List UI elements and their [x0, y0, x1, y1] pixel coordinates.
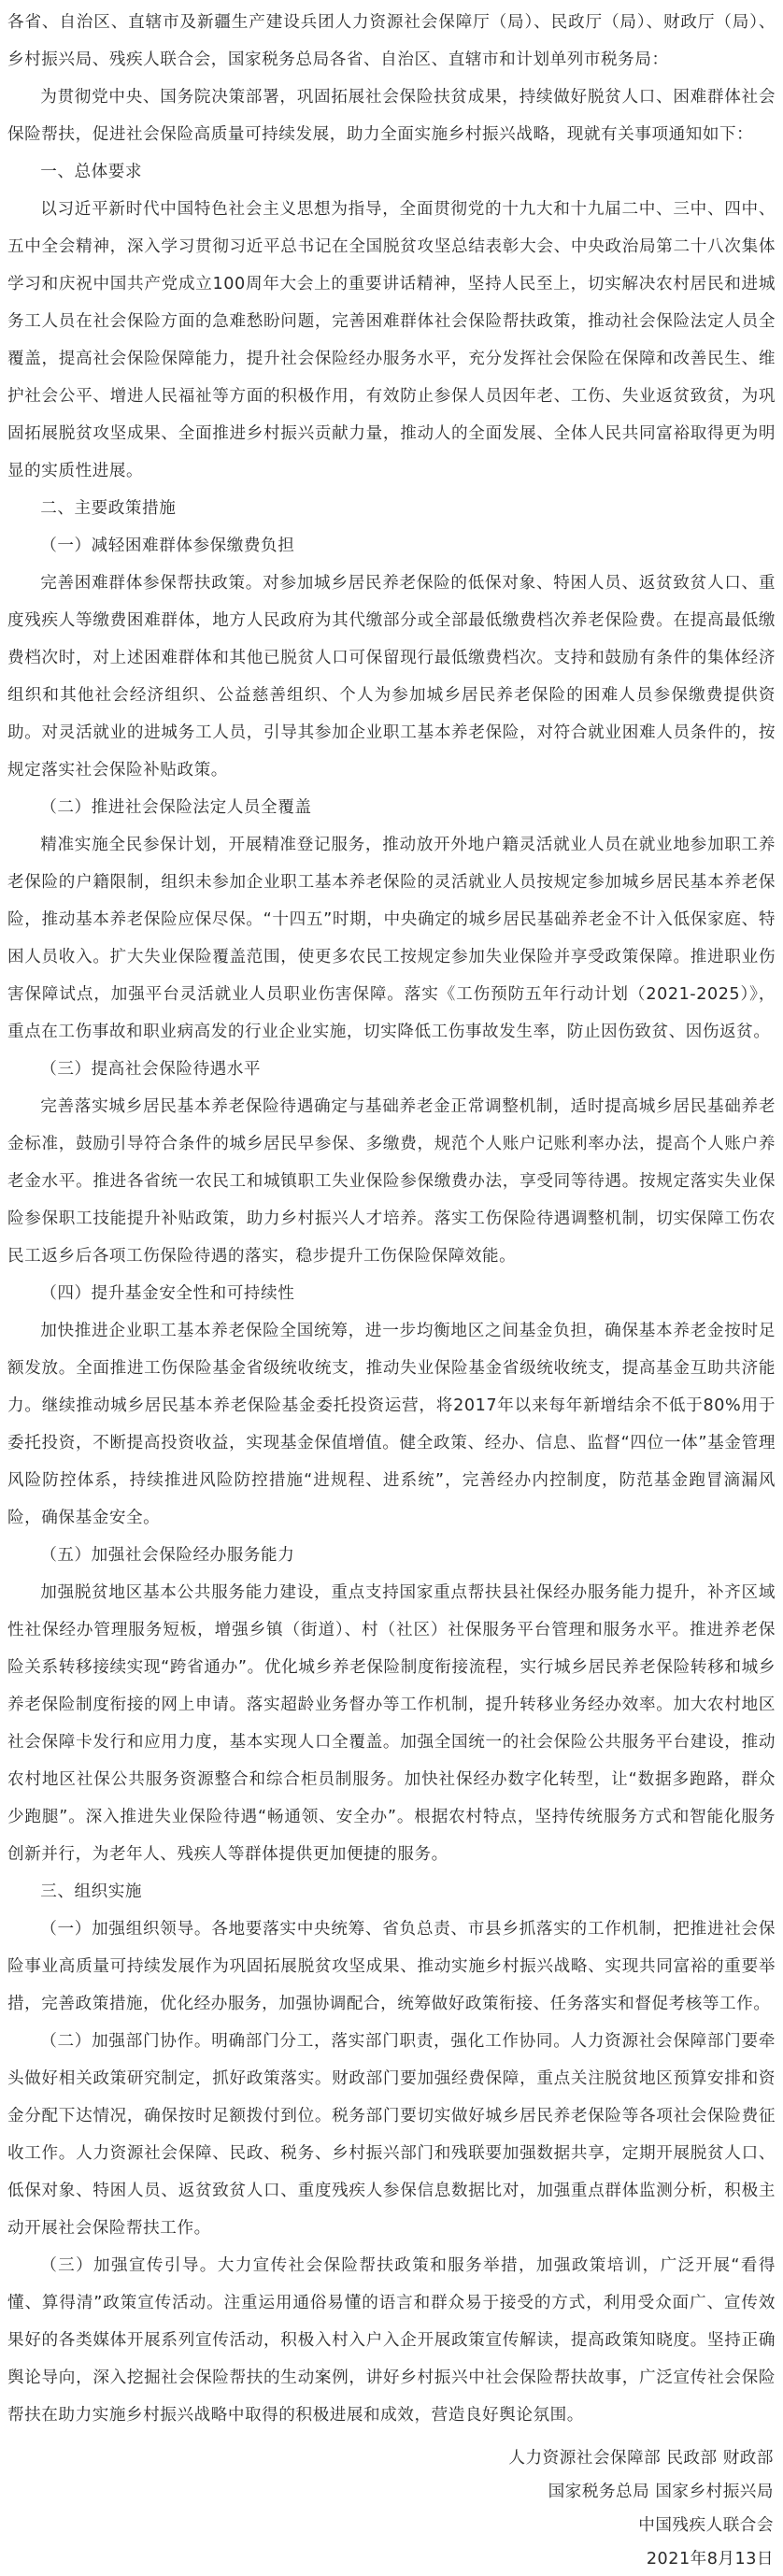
subsection-paragraph: 完善落实城乡居民基本养老保险待遇确定与基础养老金正常调整机制，适时提高城乡居民基础养老金标准，鼓励引导符合条件的城乡居民早参保、多缴费，规范个人账户记账利率办法，提高个人账户养老金水平。推进各省统一农民工和城镇职工失业保险参保缴费办法，享受同等待遇。按规定落实失业保险参保职工技能提升补贴政策，助力乡村振兴人才培养。落实工伤保险待遇调整机制，切实保障工伤农民工返乡后各项工伤保险待遇的落实，稳步提升工伤保险保障效能。 [7, 1097, 776, 1266]
subsection-paragraph: 加强脱贫地区基本公共服务能力建设，重点支持国家重点帮扶县社保经办服务能力提升，补齐区域性社保经办管理服务短板，增强乡镇（街道）、村（社区）社保服务平台管理和服务水平。推进养老保险关系转移接续实现“跨省通办”。优化城乡养老保险制度衔接流程，实行城乡居民养老保险转移和城乡养老保险制度衔接的网上申请。落实超龄业务督办等工作机制，提升转移业务经办效率。加大农村地区社会保障卡发行和应用力度，基本实现人口全覆盖。加强全国统一的社会保险公共服务平台建设，推动农村地区社保公共服务资源整合和综合柜员制服务。加快社保经办数字化转型，让“数据多跑路，群众少跑腿”。深入推进失业保险待遇“畅通领、安全办”。根据农村特点，坚持传统服务方式和智能化服务创新并行，为老年人、残疾人等群体提供更加便捷的服务。 [7, 1583, 776, 1864]
subsection-paragraph: 完善困难群体参保帮扶政策。对参加城乡居民养老保险的低保对象、特困人员、返贫致贫人口、重度残疾人等缴费困难群体，地方人民政府为其代缴部分或全部最低缴费档次养老保险费。在提高最低缴费档次时，对上述困难群体和其他已脱贫人口可保留现行最低缴费档次。支持和鼓励有条件的集体经济组织和其他社会经济组织、公益慈善组织、个人为参加城乡居民养老保险的困难人员参保缴费提供资助。对灵活就业的进城务工人员，引导其参加企业职工基本养老保险，对符合就业困难人员条件的，按规定落实社会保险补贴政策。 [7, 574, 776, 780]
recipients: 各省、自治区、直辖市及新疆生产建设兵团人力资源社会保障厅（局）、民政厅（局）、财政厅（局）、乡村振兴局、残疾人联合会，国家税务总局各省、自治区、直辖市和计划单列市税务局： [7, 13, 776, 69]
section-heading: 一、总体要求 [40, 163, 143, 181]
signature-block [7, 2441, 776, 2576]
implementation-paragraph: （二）加强部门协作。明确部门分工，落实部门职责，强化工作协同。人力资源社会保障部门要牵头做好相关政策研究制定，抓好政策落实。财政部门要加强经费保障，重点关注脱贫地区预算安排和资金分配下达情况，确保按时足额拨付到位。税务部门要切实做好城乡居民养老保险等各项社会保险费征收工作。人力资源社会保障、民政、税务、乡村振兴部门和残联要加强数据共享，定期开展脱贫人口、低保对象、特困人员、返贫致贫人口、重度残疾人参保信息数据比对，加强重点群体监测分析，积极主动开展社会保险帮扶工作。 [7, 2032, 776, 2238]
implementation-paragraph: （一）加强组织领导。各地要落实中央统筹、省负总责、市县乡抓落实的工作机制，把推进社会保险事业高质量可持续发展作为巩固拓展脱贫攻坚成果、推动实施乡村振兴战略、实现共同富裕的重要举措，完善政策措施，优化经办服务，加强协调配合，统筹做好政策衔接、任务落实和督促考核等工作。 [7, 1920, 776, 2013]
subsection-heading: （四）提升基金安全性和可持续性 [40, 1284, 295, 1303]
document-date: 2021年8月13日 [646, 2550, 774, 2569]
signature-line: 人力资源社会保障部 民政部 财政部 [508, 2449, 774, 2468]
section-heading: 三、组织实施 [40, 1882, 143, 1901]
implementation-paragraph: （三）加强宣传引导。大力宣传社会保险帮扶政策和服务举措，加强政策培训，广泛开展“看得懂、算得清”政策宣传活动。注重运用通俗易懂的语言和群众易于接受的方式，利用受众面广、宣传效果好的各类媒体开展系列宣传活动，积极入村入户入企开展政策宣传解读，提高政策知晓度。坚持正确舆论导向，深入挖掘社会保险帮扶的生动案例，讲好乡村振兴中社会保险帮扶故事，广泛宣传社会保险帮扶在助力实施乡村振兴战略中取得的积极进展和成效，营造良好舆论氛围。 [7, 2256, 776, 2425]
subsection-heading: （三）提高社会保险待遇水平 [40, 1060, 262, 1079]
section-paragraph: 以习近平新时代中国特色社会主义思想为指导，全面贯彻党的十九大和十九届二中、三中、四中、五中全会精神，深入学习贯彻习近平总书记在全国脱贫攻坚总结表彰大会、中央政治局第二十八次集体学习和庆祝中国共产党成立100周年大会上的重要讲话精神，坚持人民至上，切实解决农村居民和进城务工人员在社会保险方面的急难愁盼问题，完善困难群体社会保险帮扶政策，推动社会保险法定人员全覆盖，提高社会保险保障能力，提升社会保险经办服务水平，充分发挥社会保险在保障和改善民生、维护社会公平、增进人民福祉等方面的积极作用，有效防止参保人员因年老、工伤、失业返贫致贫，为巩固拓展脱贫攻坚成果、全面推进乡村振兴贡献力量，推动人的全面发展、全体人民共同富裕取得更为明显的实质性进展。 [7, 200, 776, 480]
subsection-paragraph: 加快推进企业职工基本养老保险全国统筹，进一步均衡地区之间基金负担，确保基本养老金按时足额发放。全面推进工伤保险基金省级统收统支，推动失业保险基金省级统收统支，提高基金互助共济能力。继续推动城乡居民基本养老保险基金委托投资运营，将2017年以来每年新增结余不低于80%用于委托投资，不断提高投资收益，实现基金保值增值。健全政策、经办、信息、监督“四位一体”基金管理风险防控体系，持续推进风险防控措施“进规程、进系统”，完善经办内控制度，防范基金跑冒滴漏风险，确保基金安全。 [7, 1322, 776, 1527]
section-heading: 二、主要政策措施 [40, 499, 177, 518]
signature-line: 国家税务总局 国家乡村振兴局 [548, 2483, 774, 2501]
subsection-heading: （一）减轻困难群体参保缴费负担 [40, 537, 295, 555]
subsection-heading: （二）推进社会保险法定人员全覆盖 [40, 798, 312, 817]
subsection-heading: （五）加强社会保险经办服务能力 [40, 1546, 295, 1565]
subsection-paragraph: 精准实施全民参保计划，开展精准登记服务，推动放开外地户籍灵活就业人员在就业地参加职工养老保险的户籍限制，组织未参加企业职工基本养老保险的灵活就业人员按规定参加城乡居民基本养老保险，推动基本养老保险应保尽保。“十四五”时期，中央确定的城乡居民基础养老金不计入低保家庭、特困人员收入。扩大失业保险覆盖范围，使更多农民工按规定参加失业保险并享受政策保障。推进职业伤害保障试点，加强平台灵活就业人员职业伤害保障。落实《工伤预防五年行动计划（2021-2025）》，重点在工伤事故和职业病高发的行业企业实施，切实降低工伤事故发生率，防止因伤致贫、因伤返贫。 [7, 836, 776, 1041]
intro-paragraph: 为贯彻党中央、国务院决策部署，巩固拓展社会保险扶贫成果，持续做好脱贫人口、困难群体社会保险帮扶，促进社会保险高质量可持续发展，助力全面实施乡村振兴战略，现就有关事项通知如下： [7, 88, 776, 144]
signature-line: 中国残疾人联合会 [638, 2516, 774, 2535]
